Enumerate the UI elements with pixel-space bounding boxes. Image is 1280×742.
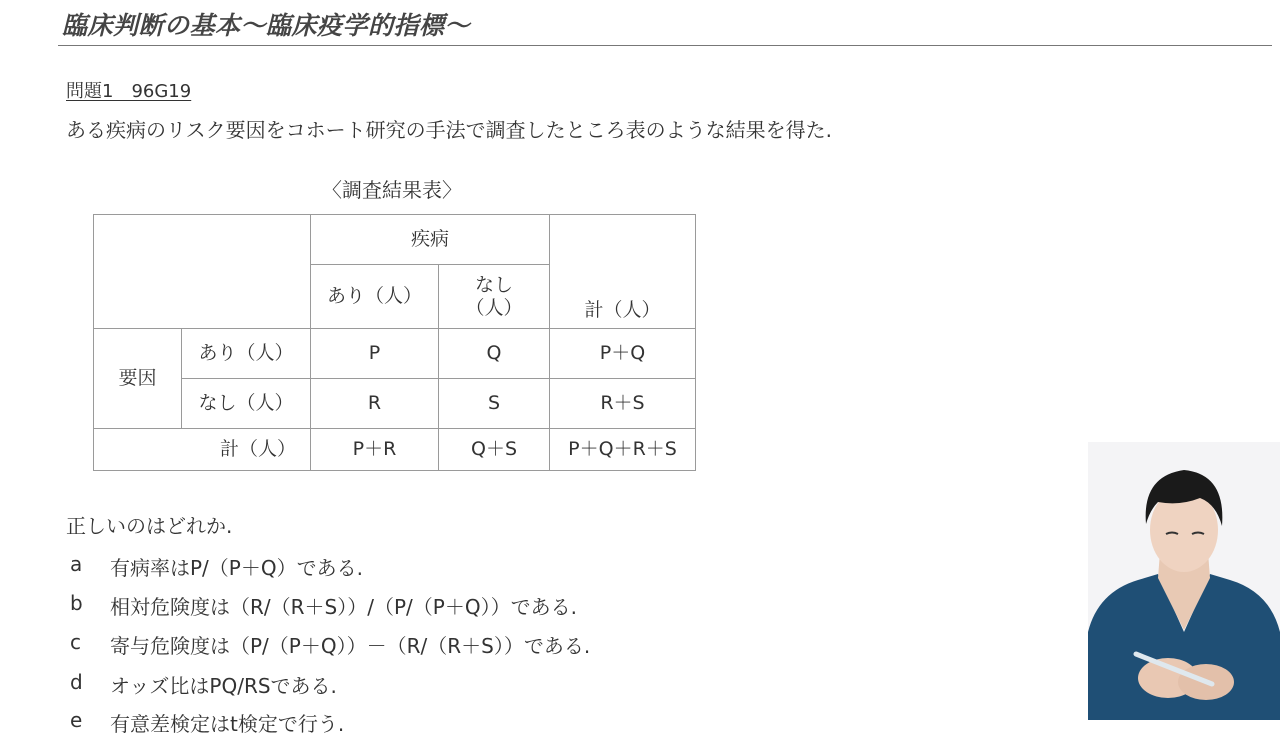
col-absent-line1: なし <box>474 273 513 296</box>
question-text: 正しいのはどれか. <box>66 514 233 538</box>
col-absent-line2: （人） <box>465 296 523 319</box>
cell-p-plus-r: P＋R <box>311 429 439 471</box>
problem-label: 問題1 96G19 <box>66 81 192 102</box>
problem-statement: ある疾病のリスク要因をコホート研究の手法で調査したところ表のような結果を得た. <box>66 118 832 142</box>
page-title: 臨床判断の基本〜臨床疫学的指標〜 <box>62 11 471 40</box>
result-table <box>93 214 696 471</box>
choice-letter: c <box>70 630 81 654</box>
cell-s: S <box>439 379 550 429</box>
col-present-header: あり（人） <box>311 265 439 329</box>
presenter-video <box>1088 442 1280 720</box>
cell-p: P <box>311 329 439 379</box>
cell-r-plus-s: R＋S <box>550 379 696 429</box>
choice-text: 寄与危険度は（P/（P＋Q））－（R/（R＋S））である. <box>110 634 591 658</box>
choice-text: オッズ比はPQ/RSである. <box>110 674 337 698</box>
cell-p-plus-q: P＋Q <box>550 329 696 379</box>
row-absent-header: なし（人） <box>182 379 311 429</box>
choice-text: 相対危険度は（R/（R＋S））/（P/（P＋Q））である. <box>110 595 577 619</box>
factor-header: 要因 <box>94 329 182 429</box>
cell-r: R <box>311 379 439 429</box>
table-caption: 〈調査結果表〉 <box>322 178 462 202</box>
presenter-illustration <box>1088 442 1280 720</box>
choice-text: 有病率はP/（P＋Q）である. <box>110 556 363 580</box>
choice-text: 有意差検定はt検定で行う. <box>110 712 345 736</box>
choice-letter: d <box>70 670 83 694</box>
col-total-header: 計（人） <box>550 215 696 329</box>
table-empty-corner <box>94 215 311 329</box>
cell-q: Q <box>439 329 550 379</box>
choice-letter: e <box>70 708 83 732</box>
row-total-header: 計（人） <box>94 429 311 471</box>
disease-header: 疾病 <box>311 215 550 265</box>
row-present-header: あり（人） <box>182 329 311 379</box>
choice-letter: b <box>70 591 83 615</box>
cell-grand-total: P＋Q＋R＋S <box>550 429 696 471</box>
title-divider <box>58 45 1272 46</box>
choice-letter: a <box>70 552 83 576</box>
col-absent-header <box>439 265 550 329</box>
cell-q-plus-s: Q＋S <box>439 429 550 471</box>
